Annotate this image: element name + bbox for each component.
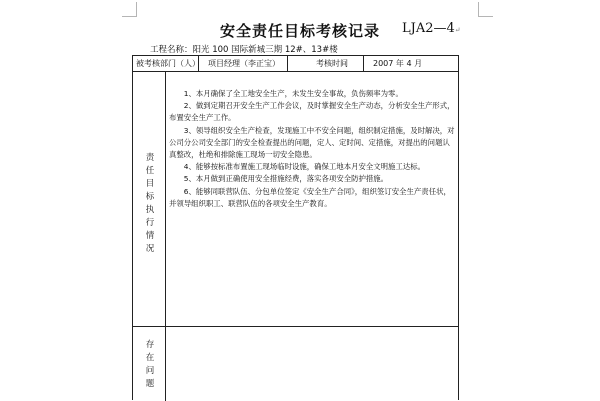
time-value: 2007 年 4 月: [373, 59, 423, 68]
assessment-table: [132, 55, 459, 400]
table-rule: [165, 71, 166, 401]
form-code: LJA2—4↵: [402, 21, 461, 36]
table-rule: [363, 56, 364, 71]
project-name: 工程名称：阳光 100 国际新城三期 12#、13#楼: [150, 45, 338, 55]
table-rule: [133, 326, 458, 327]
content-paragraph: 1、本月确保了全工地安全生产，未发生安全事故，负伤频率为零。: [183, 89, 403, 98]
page-corner-mark-right: [478, 2, 493, 17]
content-paragraph: 5、本月做到正确使用安全措施经费，落实各项安全防护措施。: [183, 174, 389, 184]
table-rule: [133, 71, 458, 72]
content-paragraph: 3、领导组织安全生产检查，发现施工中不安全问题，组织制定措施，及时解决，对公司分公司安全部门的安全检查提出的问题，定人、定时间、定措施，对提出的问题认真整改，杜绝和排除施工现场一切安全隐患。: [169, 125, 455, 160]
time-label: 考核时间: [316, 59, 348, 68]
execution-content: [169, 88, 455, 210]
table-rule: [287, 56, 288, 71]
manager-name: 项目经理（李正宝）: [208, 59, 280, 68]
section-label-execution: 责任目标执行情况: [145, 153, 155, 254]
section-label-issues: 存在问题: [145, 340, 155, 389]
content-paragraph: 6、能够同联营队伍、分包单位签定《安全生产合同》，组织签订安全生产责任状，并领导组织职工、联营队伍的各项安全生产教育。: [169, 186, 451, 208]
content-paragraph: 4、能够按标准布置施工现场临时设施，确保工地本月安全文明施工达标。: [183, 162, 426, 172]
page-corner-mark-left: [122, 2, 137, 17]
dept-label: 被考核部门（人）: [136, 59, 200, 68]
document-title: 安全责任目标考核记录: [219, 22, 380, 40]
content-paragraph: 2、做到定期召开安全生产工作会议，及时掌握安全生产动态，分析安全生产形式，布置安全生产工作。: [169, 101, 455, 123]
